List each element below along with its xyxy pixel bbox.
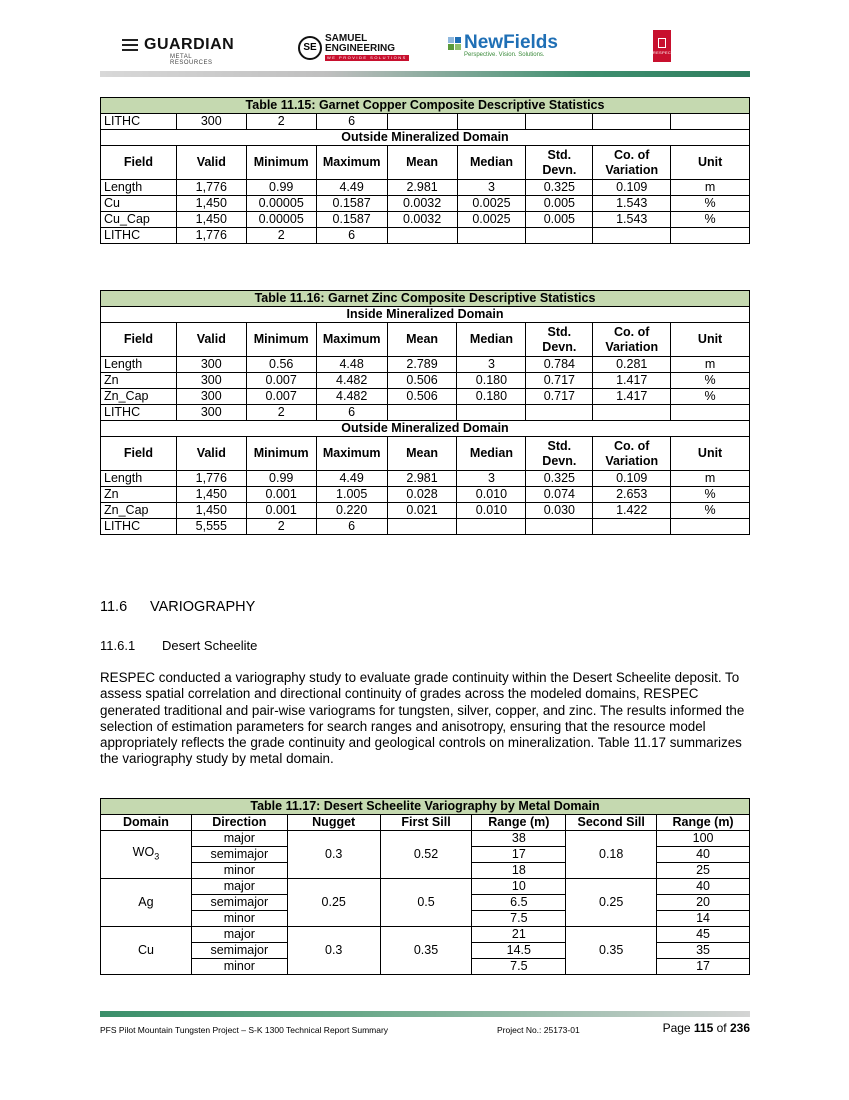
table-cell: 3 bbox=[457, 357, 526, 373]
respec-logo bbox=[653, 30, 671, 62]
table-cell: Cu_Cap bbox=[101, 212, 177, 228]
table-cell: % bbox=[671, 196, 750, 212]
nugget-cell: 0.3 bbox=[287, 927, 380, 975]
table-cell bbox=[526, 114, 593, 130]
range-2-cell: 100 bbox=[657, 831, 750, 847]
outside-domain-heading-label: Outside Mineralized Domain bbox=[101, 421, 750, 437]
table-cell: 0.717 bbox=[526, 373, 593, 389]
table-row bbox=[101, 831, 750, 847]
column-header: Median bbox=[457, 146, 526, 180]
table-cell: m bbox=[671, 471, 750, 487]
column-header-row bbox=[101, 146, 750, 180]
table-cell: 4.49 bbox=[316, 471, 387, 487]
table-cell: 1.422 bbox=[593, 503, 671, 519]
column-header: Co. of Variation bbox=[593, 146, 671, 180]
table-row bbox=[101, 879, 750, 895]
table-row bbox=[101, 180, 750, 196]
domain-name: Cu bbox=[137, 943, 154, 957]
table-11-15-caption-row bbox=[101, 98, 750, 114]
table-cell: 3 bbox=[457, 180, 526, 196]
table-cell: 0.506 bbox=[387, 373, 457, 389]
table-cell bbox=[457, 114, 526, 130]
table-cell: 0.281 bbox=[593, 357, 671, 373]
table-cell: 0.0025 bbox=[457, 212, 526, 228]
second-sill-cell: 0.35 bbox=[566, 927, 657, 975]
table-cell: 0.001 bbox=[246, 487, 316, 503]
column-header: Direction bbox=[191, 815, 287, 831]
samuel-logo-line1: SAMUEL bbox=[325, 33, 368, 44]
table-row bbox=[101, 519, 750, 535]
table-cell: 0.007 bbox=[246, 373, 316, 389]
table-cell: 1,776 bbox=[176, 471, 246, 487]
table-cell bbox=[526, 405, 593, 421]
table-cell: 0.109 bbox=[593, 471, 671, 487]
table-cell bbox=[671, 228, 750, 244]
table-cell: 0.021 bbox=[387, 503, 457, 519]
inside-domain-heading-label: Inside Mineralized Domain bbox=[101, 307, 750, 323]
table-cell: 6 bbox=[316, 519, 387, 535]
column-header: Range (m) bbox=[472, 815, 566, 831]
table-cell: 1.543 bbox=[593, 196, 671, 212]
table-cell: 2 bbox=[246, 519, 316, 535]
header-rule bbox=[100, 71, 750, 77]
table-11-17-body bbox=[101, 799, 750, 975]
column-header: Unit bbox=[671, 146, 750, 180]
column-header: Median bbox=[457, 437, 526, 471]
table-cell: 0.0032 bbox=[387, 196, 457, 212]
table-11-16-body bbox=[101, 291, 750, 535]
column-header: Nugget bbox=[287, 815, 380, 831]
column-header: Field bbox=[101, 146, 177, 180]
column-header: Unit bbox=[671, 323, 750, 357]
column-header: Minimum bbox=[246, 323, 316, 357]
table-11-16 bbox=[100, 290, 750, 535]
samuel-engineering-logo bbox=[298, 34, 409, 61]
table-cell: 4.48 bbox=[316, 357, 387, 373]
table-cell: 300 bbox=[176, 405, 246, 421]
page-footer bbox=[100, 1020, 750, 1040]
table-11-17-caption: Table 11.17: Desert Scheelite Variography by Metal Domain bbox=[101, 799, 750, 815]
table-11-17 bbox=[100, 798, 750, 975]
table-cell: 0.007 bbox=[246, 389, 316, 405]
table-cell: 0.028 bbox=[387, 487, 457, 503]
table-row bbox=[101, 389, 750, 405]
first-sill-cell: 0.35 bbox=[380, 927, 472, 975]
samuel-logo-tag: WE PROVIDE SOLUTIONS bbox=[327, 55, 407, 60]
table-cell: 6 bbox=[316, 228, 387, 244]
section-heading-11-6 bbox=[100, 599, 255, 615]
table-cell: 0.030 bbox=[526, 503, 593, 519]
table-row bbox=[101, 471, 750, 487]
table-cell bbox=[671, 519, 750, 535]
table-cell bbox=[457, 228, 526, 244]
table-11-15 bbox=[100, 97, 750, 244]
table-cell bbox=[457, 405, 526, 421]
newfields-logo-tagline: Perspective. Vision. Solutions. bbox=[464, 52, 545, 58]
column-header: Field bbox=[101, 323, 177, 357]
column-header-row bbox=[101, 437, 750, 471]
table-cell: 0.1587 bbox=[316, 212, 387, 228]
section-number: 11.6 bbox=[100, 599, 128, 615]
column-header: Median bbox=[457, 323, 526, 357]
column-header-row bbox=[101, 323, 750, 357]
direction-cell: major bbox=[191, 927, 287, 943]
guardian-logo bbox=[122, 36, 235, 66]
nugget-cell: 0.25 bbox=[287, 879, 380, 927]
table-11-17-caption-row bbox=[101, 799, 750, 815]
direction-cell: semimajor bbox=[191, 943, 287, 959]
page-prefix: Page bbox=[662, 1021, 694, 1035]
table-11-15-body bbox=[101, 98, 750, 244]
table-cell: 2 bbox=[246, 405, 316, 421]
range-2-cell: 17 bbox=[657, 959, 750, 975]
range-1-cell: 7.5 bbox=[472, 959, 566, 975]
table-cell bbox=[593, 519, 671, 535]
table-cell: 0.00005 bbox=[246, 196, 316, 212]
outside-domain-heading-label: Outside Mineralized Domain bbox=[101, 130, 750, 146]
footer-report-title: PFS Pilot Mountain Tungsten Project – S-K 1300 Technical Report Summary bbox=[100, 1025, 389, 1035]
table-cell: 0.0032 bbox=[387, 212, 457, 228]
footer-rule bbox=[100, 1011, 750, 1017]
table-cell: 6 bbox=[316, 114, 387, 130]
outside-domain-heading bbox=[101, 130, 750, 146]
column-header: Domain bbox=[101, 815, 192, 831]
column-header: Field bbox=[101, 437, 177, 471]
range-1-cell: 14.5 bbox=[472, 943, 566, 959]
table-cell: 1,776 bbox=[176, 180, 246, 196]
guardian-bars-icon bbox=[122, 39, 138, 51]
direction-cell: minor bbox=[191, 863, 287, 879]
newfields-logo-word: NewFields bbox=[464, 32, 558, 53]
table-cell: 300 bbox=[176, 357, 246, 373]
direction-cell: semimajor bbox=[191, 895, 287, 911]
table-cell: 6 bbox=[316, 405, 387, 421]
table-cell: 0.005 bbox=[526, 196, 593, 212]
column-header: Maximum bbox=[316, 146, 387, 180]
column-header: Mean bbox=[387, 146, 457, 180]
table-cell: LITHC bbox=[101, 405, 177, 421]
page-total: 236 bbox=[729, 1021, 750, 1035]
column-header: Mean bbox=[387, 437, 457, 471]
subsection-number: 11.6.1 bbox=[100, 638, 136, 653]
table-cell: 4.482 bbox=[316, 389, 387, 405]
table-cell: 0.010 bbox=[457, 487, 526, 503]
newfields-squares-icon bbox=[448, 37, 461, 50]
table-cell: 1,450 bbox=[176, 212, 246, 228]
range-1-cell: 18 bbox=[472, 863, 566, 879]
direction-cell: minor bbox=[191, 959, 287, 975]
table-row bbox=[101, 212, 750, 228]
column-header: Valid bbox=[176, 437, 246, 471]
table-cell: 0.325 bbox=[526, 180, 593, 196]
table-cell: 0.180 bbox=[457, 389, 526, 405]
table-cell: Cu bbox=[101, 196, 177, 212]
range-2-cell: 14 bbox=[657, 911, 750, 927]
table-cell: 2 bbox=[246, 114, 316, 130]
first-sill-cell: 0.5 bbox=[380, 879, 472, 927]
table-row bbox=[101, 487, 750, 503]
table-cell bbox=[387, 228, 457, 244]
table-cell: 4.482 bbox=[316, 373, 387, 389]
column-header: Co. of Variation bbox=[593, 437, 671, 471]
table-cell bbox=[526, 228, 593, 244]
table-cell: 1,450 bbox=[176, 487, 246, 503]
table-cell bbox=[593, 114, 671, 130]
first-sill-cell: 0.52 bbox=[380, 831, 472, 879]
column-header: Valid bbox=[176, 146, 246, 180]
table-cell: 2.789 bbox=[387, 357, 457, 373]
domain-name: Ag bbox=[138, 895, 154, 909]
table-cell bbox=[671, 114, 750, 130]
subsection-heading-11-6-1 bbox=[100, 638, 257, 653]
table-cell: % bbox=[671, 503, 750, 519]
column-header: First Sill bbox=[380, 815, 472, 831]
table-row bbox=[101, 405, 750, 421]
table-11-16-caption-row bbox=[101, 291, 750, 307]
subsection-title: Desert Scheelite bbox=[162, 638, 258, 653]
column-header: Range (m) bbox=[657, 815, 750, 831]
table-cell: 2 bbox=[246, 228, 316, 244]
table-cell: 0.180 bbox=[457, 373, 526, 389]
table-cell: LITHC bbox=[101, 228, 177, 244]
outside-domain-heading bbox=[101, 421, 750, 437]
table-11-15-caption: Table 11.15: Garnet Copper Composite Descriptive Statistics bbox=[101, 98, 750, 114]
table-cell: 3 bbox=[457, 471, 526, 487]
column-header: Valid bbox=[176, 323, 246, 357]
table-cell: 0.784 bbox=[526, 357, 593, 373]
page-current: 115 bbox=[693, 1021, 714, 1035]
table-row bbox=[101, 114, 750, 130]
table-cell: Zn_Cap bbox=[101, 503, 177, 519]
nugget-cell: 0.3 bbox=[287, 831, 380, 879]
range-2-cell: 40 bbox=[657, 879, 750, 895]
column-header: Mean bbox=[387, 323, 457, 357]
table-cell bbox=[387, 405, 457, 421]
table-cell: m bbox=[671, 180, 750, 196]
table-cell bbox=[457, 519, 526, 535]
table-cell: 0.00005 bbox=[246, 212, 316, 228]
table-cell: 300 bbox=[176, 389, 246, 405]
table-cell bbox=[593, 405, 671, 421]
direction-cell: semimajor bbox=[191, 847, 287, 863]
table-cell: 0.717 bbox=[526, 389, 593, 405]
guardian-logo-word: GUARDIAN bbox=[144, 36, 235, 53]
table-cell: Length bbox=[101, 471, 177, 487]
range-1-cell: 7.5 bbox=[472, 911, 566, 927]
respec-logo-word: RESPEC bbox=[652, 49, 672, 55]
table-cell: 1,450 bbox=[176, 196, 246, 212]
column-header-row bbox=[101, 815, 750, 831]
table-cell: m bbox=[671, 357, 750, 373]
table-cell bbox=[671, 405, 750, 421]
domain-cell bbox=[101, 927, 192, 975]
table-row bbox=[101, 196, 750, 212]
range-1-cell: 6.5 bbox=[472, 895, 566, 911]
table-cell: 0.325 bbox=[526, 471, 593, 487]
domain-subscript: 3 bbox=[154, 851, 160, 862]
second-sill-cell: 0.18 bbox=[566, 831, 657, 879]
column-header: Second Sill bbox=[566, 815, 657, 831]
table-cell: 2.981 bbox=[387, 471, 457, 487]
table-cell: % bbox=[671, 389, 750, 405]
table-cell: 1.005 bbox=[316, 487, 387, 503]
table-row bbox=[101, 357, 750, 373]
table-cell bbox=[593, 228, 671, 244]
table-row bbox=[101, 927, 750, 943]
table-cell: 1,776 bbox=[176, 228, 246, 244]
table-cell: Zn bbox=[101, 487, 177, 503]
table-cell bbox=[387, 519, 457, 535]
table-cell: 2.981 bbox=[387, 180, 457, 196]
table-cell: 0.506 bbox=[387, 389, 457, 405]
respec-mark-icon bbox=[658, 38, 666, 48]
range-1-cell: 21 bbox=[472, 927, 566, 943]
inside-domain-heading bbox=[101, 307, 750, 323]
direction-cell: major bbox=[191, 879, 287, 895]
table-cell: 4.49 bbox=[316, 180, 387, 196]
table-cell: % bbox=[671, 487, 750, 503]
range-2-cell: 45 bbox=[657, 927, 750, 943]
table-cell: 0.0025 bbox=[457, 196, 526, 212]
direction-cell: minor bbox=[191, 911, 287, 927]
table-cell: 0.1587 bbox=[316, 196, 387, 212]
table-cell: 0.074 bbox=[526, 487, 593, 503]
domain-cell bbox=[101, 831, 192, 879]
second-sill-cell: 0.25 bbox=[566, 879, 657, 927]
table-cell: 0.010 bbox=[457, 503, 526, 519]
table-cell: 0.005 bbox=[526, 212, 593, 228]
range-1-cell: 17 bbox=[472, 847, 566, 863]
table-cell: 2.653 bbox=[593, 487, 671, 503]
table-11-16-caption: Table 11.16: Garnet Zinc Composite Descriptive Statistics bbox=[101, 291, 750, 307]
page-of: of bbox=[713, 1021, 730, 1035]
column-header: Std. Devn. bbox=[526, 437, 593, 471]
table-cell: % bbox=[671, 212, 750, 228]
table-cell: 0.220 bbox=[316, 503, 387, 519]
table-cell: 1.417 bbox=[593, 373, 671, 389]
column-header: Std. Devn. bbox=[526, 323, 593, 357]
newfields-logo bbox=[448, 34, 558, 59]
table-cell: Length bbox=[101, 180, 177, 196]
table-cell bbox=[526, 519, 593, 535]
table-cell: 0.001 bbox=[246, 503, 316, 519]
domain-name: WO bbox=[132, 844, 155, 859]
range-1-cell: 38 bbox=[472, 831, 566, 847]
table-cell: 5,555 bbox=[176, 519, 246, 535]
column-header: Co. of Variation bbox=[593, 323, 671, 357]
table-cell: 1.543 bbox=[593, 212, 671, 228]
table-cell: Zn_Cap bbox=[101, 389, 177, 405]
table-cell: LITHC bbox=[101, 519, 177, 535]
table-cell: Zn bbox=[101, 373, 177, 389]
direction-cell: major bbox=[191, 831, 287, 847]
table-cell: 300 bbox=[176, 373, 246, 389]
table-cell: 0.99 bbox=[246, 180, 316, 196]
range-2-cell: 35 bbox=[657, 943, 750, 959]
column-header: Maximum bbox=[316, 323, 387, 357]
table-cell: 0.56 bbox=[246, 357, 316, 373]
column-header: Maximum bbox=[316, 437, 387, 471]
table-row bbox=[101, 228, 750, 244]
samuel-se-icon: SE bbox=[298, 36, 322, 60]
page-header bbox=[100, 28, 750, 68]
table-cell: % bbox=[671, 373, 750, 389]
table-cell: LITHC bbox=[101, 114, 177, 130]
variography-paragraph: RESPEC conducted a variography study to evaluate grade continuity within the Desert Scheelite deposit. To assess spatial correlation and directional continuity of grades across the modeled domains, RESPEC generated traditional and pair-wise variograms for tungsten, silver, copper, and zinc. The results informed the selection of estimation parameters for search ranges and anisotropy, ensuring that the resource model appropriately reflects the grade continuity and geological controls on mineralization. Table 11.17 summarizes the variography study by metal domain. bbox=[100, 670, 745, 767]
section-title: VARIOGRAPHY bbox=[150, 599, 256, 615]
table-row bbox=[101, 373, 750, 389]
footer-page-number bbox=[663, 1021, 750, 1035]
table-cell: Length bbox=[101, 357, 177, 373]
samuel-logo-line2: ENGINEERING bbox=[325, 43, 396, 54]
column-header: Minimum bbox=[246, 437, 316, 471]
table-cell: 1,450 bbox=[176, 503, 246, 519]
table-cell: 0.99 bbox=[246, 471, 316, 487]
table-cell: 0.109 bbox=[593, 180, 671, 196]
table-cell: 300 bbox=[176, 114, 246, 130]
range-2-cell: 40 bbox=[657, 847, 750, 863]
range-2-cell: 25 bbox=[657, 863, 750, 879]
domain-cell bbox=[101, 879, 192, 927]
table-cell bbox=[387, 114, 457, 130]
range-2-cell: 20 bbox=[657, 895, 750, 911]
range-1-cell: 10 bbox=[472, 879, 566, 895]
column-header: Unit bbox=[671, 437, 750, 471]
table-cell: 1.417 bbox=[593, 389, 671, 405]
column-header: Minimum bbox=[246, 146, 316, 180]
column-header: Std. Devn. bbox=[526, 146, 593, 180]
guardian-logo-sub: METAL RESOURCES bbox=[170, 54, 213, 66]
table-row bbox=[101, 503, 750, 519]
footer-project-number: Project No.: 25173-01 bbox=[497, 1025, 580, 1035]
